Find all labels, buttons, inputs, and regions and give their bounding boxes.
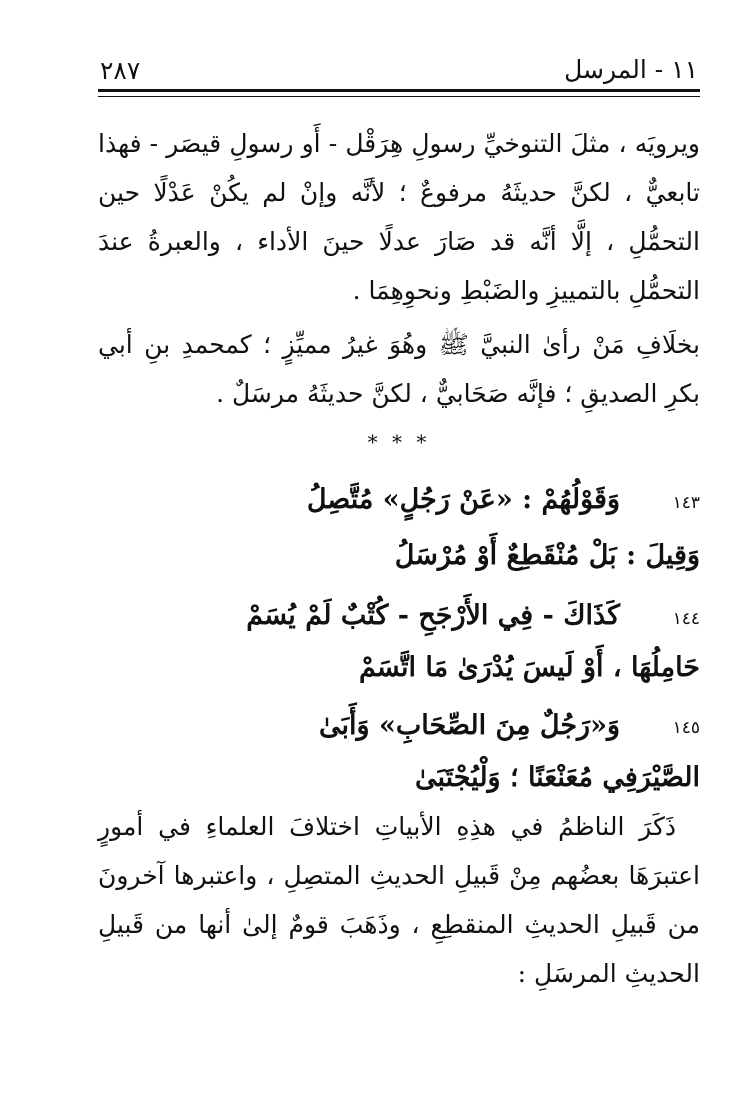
verse-second-hemistich: الصَّيْرَفِي مُعَنْعَنًا ؛ وَلْيُجْتَبَىٰ <box>414 762 700 793</box>
header-rule-thick <box>98 89 700 92</box>
verse-first-hemistich: وَ«رَجُلٌ مِنَ الصِّحَابِ» وَأَبَىٰ <box>319 710 620 741</box>
page-header <box>98 55 700 85</box>
book-page <box>98 0 700 1103</box>
verse-second-hemistich: حَامِلُهَا ، أَوْ لَيسَ يُدْرَىٰ مَا اتَّسَمْ <box>358 652 700 683</box>
paragraph-commentary-3: ذَكَرَ الناظمُ في هذِهِ الأبياتِ اختلافَ العلماءِ في أمورٍ اعتبرَهَا بعضُهم مِنْ قَبيلِ الحديثِ المتصِلِ ، واعتبرها آخرونَ من قَبيلِ الحديثِ المنقطِعِ ، وذَهَبَ قومٌ إلىٰ أنها من قَبيلِ الحديثِ المرسَلِ : <box>98 812 700 988</box>
verse-number: ١٤٤ <box>672 609 700 629</box>
verse-first-hemistich: كَذَاكَ - فِي الأَرْجَحِ - كُتْبٌ لَمْ يُسَمْ <box>246 600 620 631</box>
paragraph-commentary-2: بخلَافِ مَنْ رأىٰ النبيَّ ﷺ وهُوَ غيرُ مميِّزٍ ؛ كمحمدِ بنِ أبي بكرِ الصديقِ ؛ فإنَّه صَحَابيٌّ ، لكنَّ حديثَهُ مرسَلٌ . <box>98 330 700 408</box>
verse-number: ١٤٣ <box>672 493 700 513</box>
section-separator: * * * <box>367 430 431 454</box>
header-rule-thin <box>98 96 700 97</box>
paragraph-commentary-1: ويرويَه ، مثلَ التنوخيِّ رسولِ هِرَقْل - أَو رسولِ قيصَر - فهذا تابعيٌّ ، لكنَّ حديثَهُ مرفوعٌ ؛ لأنَّه وإنْ لم يكُنْ عَدْلًا حين التحمُّلِ ، إلَّا أنَّه قد صَارَ عدلًا حينَ الأداء ، والعبرةُ عندَ التحمُّلِ بالتمييزِ والضَبْطِ ونحوِهِمَا . <box>98 129 700 305</box>
verse-second-hemistich: وَقِيلَ : بَلْ مُنْقَطِعٌ أَوْ مُرْسَلُ <box>394 540 700 571</box>
verse-first-hemistich: وَقَوْلُهُمْ : «عَنْ رَجُلٍ» مُتَّصِلُ <box>306 484 620 515</box>
page-number: ٢٨٧ <box>100 56 141 85</box>
chapter-title: ١١ - المرسل <box>564 55 698 84</box>
verse-number: ١٤٥ <box>672 718 700 738</box>
